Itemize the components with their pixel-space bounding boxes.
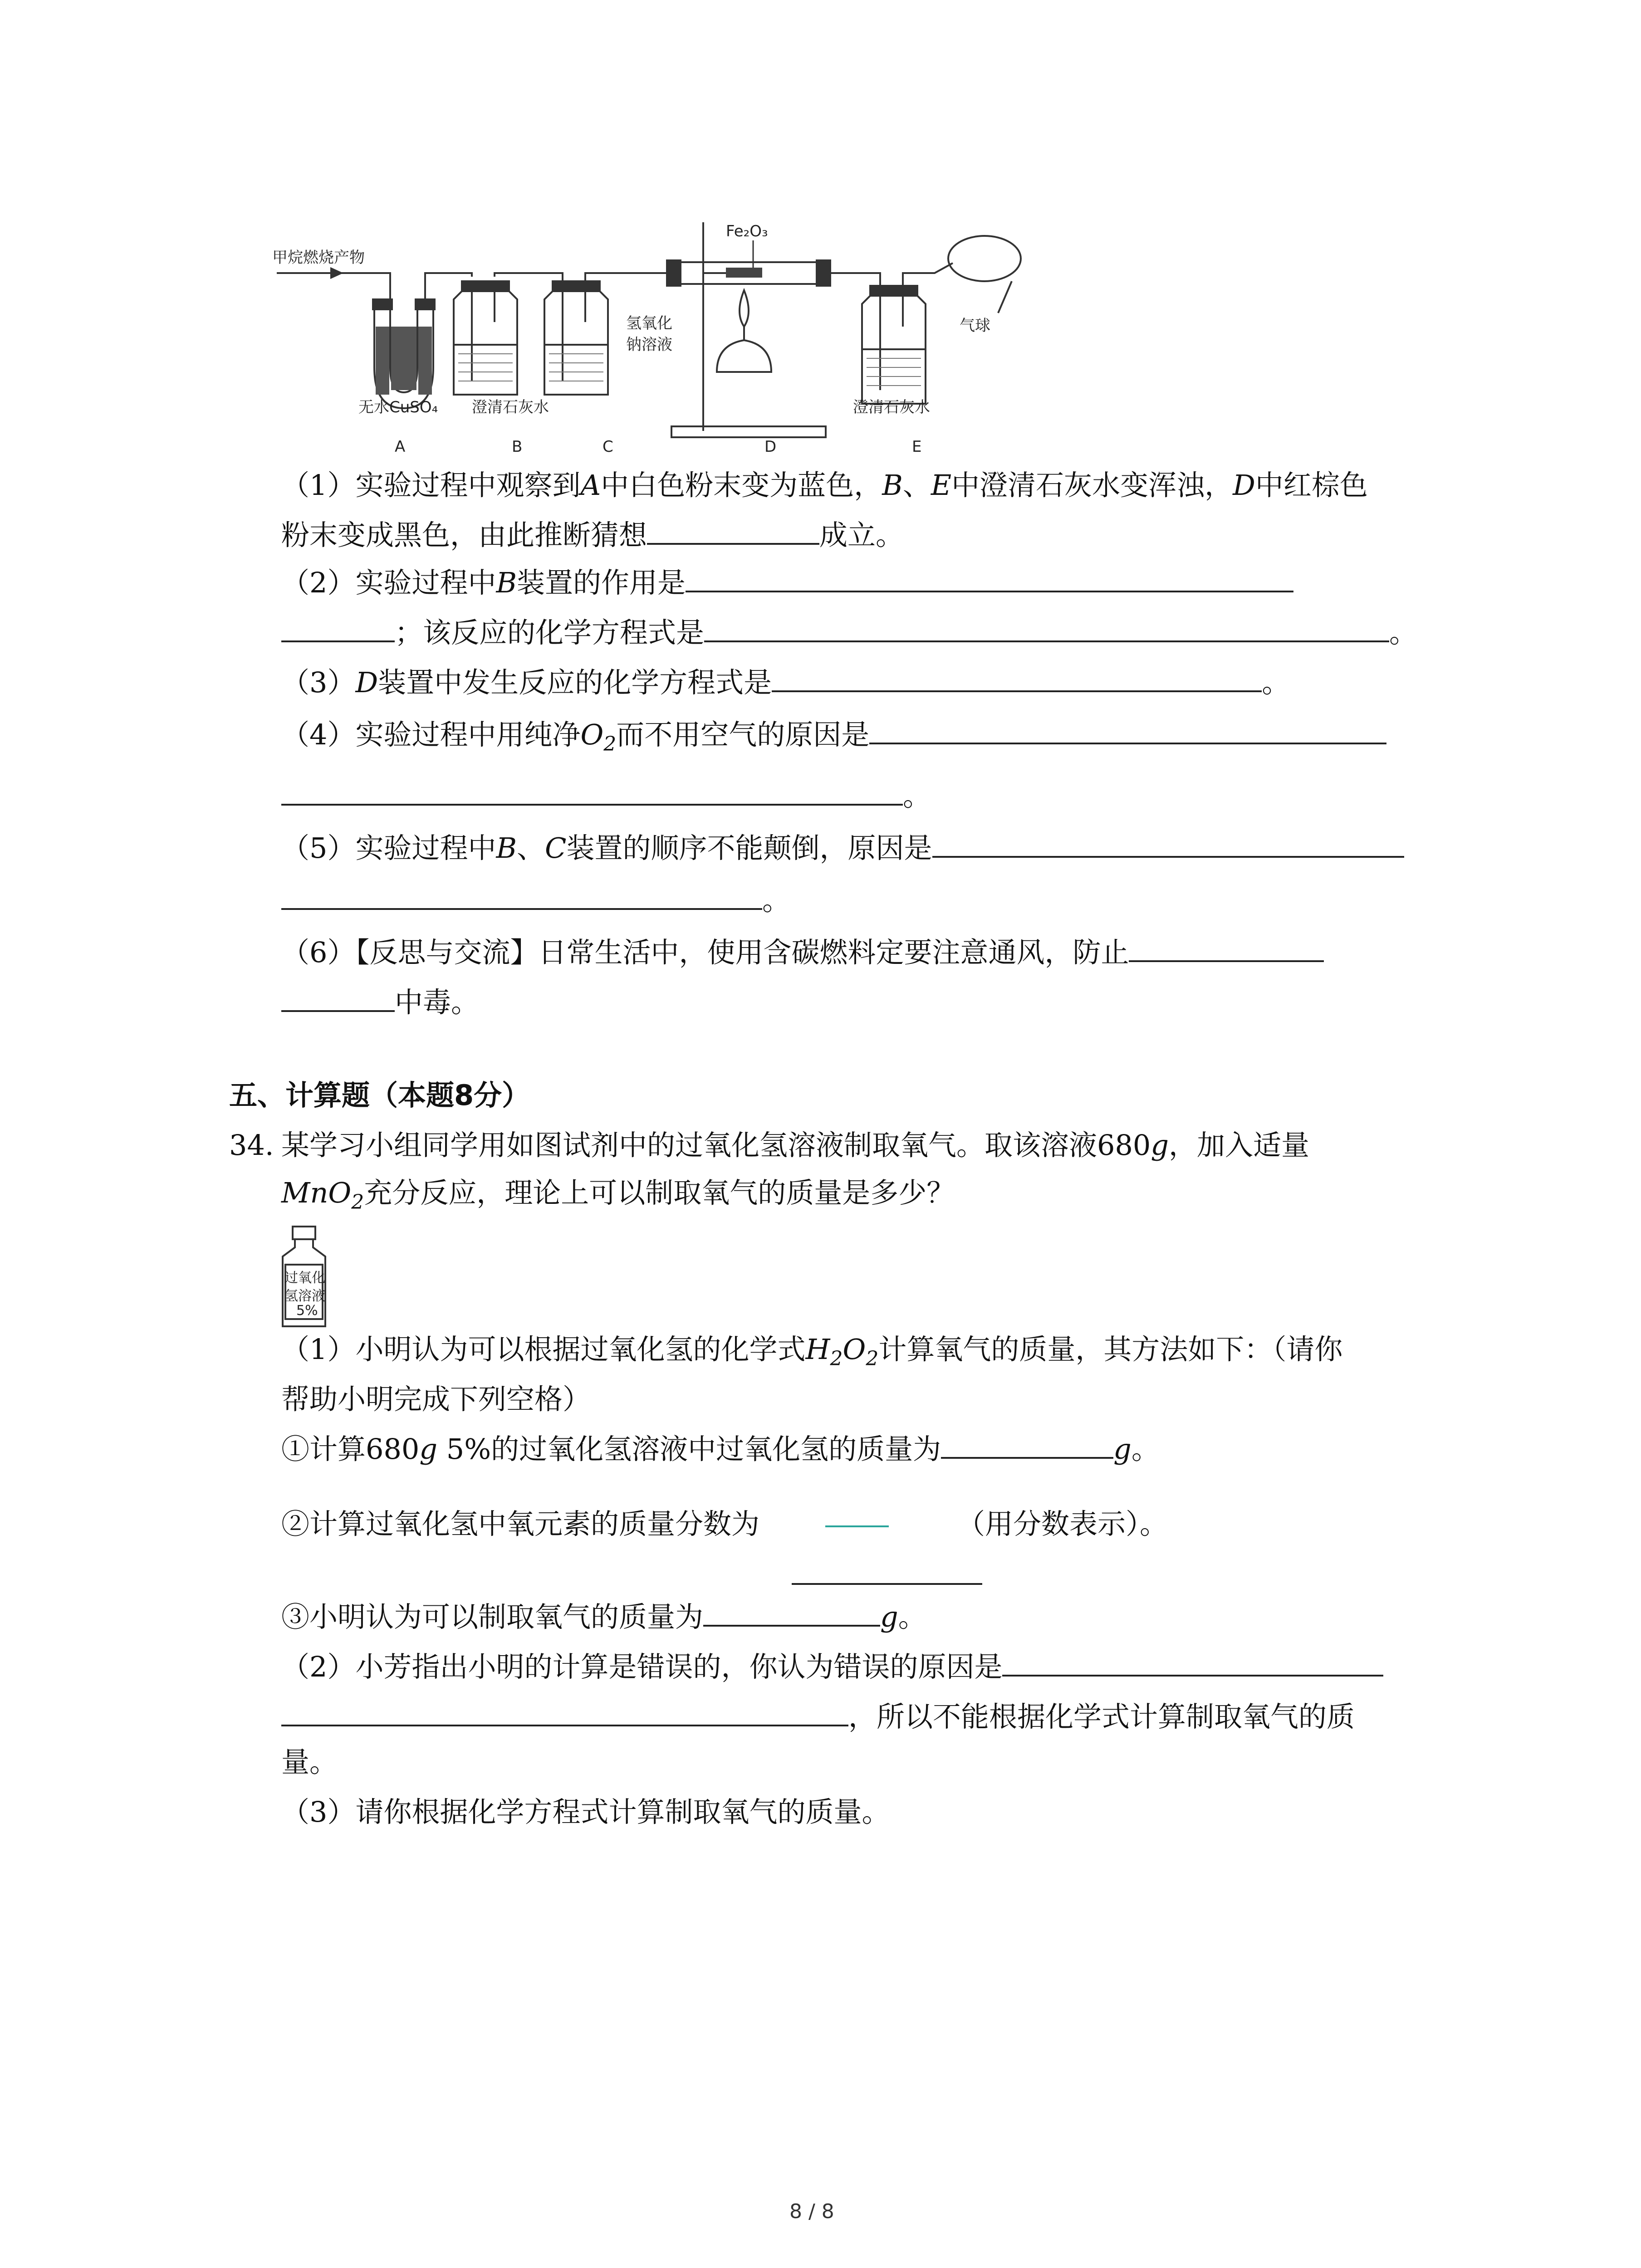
q33-p1-line1: （1）实验过程中观察到A中白色粉末变为蓝色，B、E中澄清石灰水变浑浊，D中红棕色: [281, 469, 1368, 502]
answer-blank-6b[interactable]: [281, 985, 395, 1012]
bottle-c: [544, 281, 608, 395]
a-sub-label: 无水CuSO₄: [358, 398, 438, 416]
flame: [740, 290, 749, 327]
stand-base: [671, 426, 826, 437]
naoh-label-2: 钠溶液: [626, 336, 672, 354]
q34-line1: 34. 某学习小组同学用如图试剂中的过氧化氢溶液制取氧气。取该溶液680g，加入适量: [229, 1127, 1309, 1163]
fraction-bar: [825, 1525, 889, 1527]
letter-c: C: [603, 438, 613, 456]
answer-blank-5a[interactable]: [932, 831, 1404, 858]
answer-blank-1[interactable]: [647, 518, 819, 545]
answer-blank-5b[interactable]: [281, 883, 762, 910]
reagent-bottle: [279, 1225, 329, 1329]
q33-p2-line2: ；该反应的化学方程式是 。: [281, 615, 1417, 651]
answer-blank-2b[interactable]: [281, 615, 395, 642]
answer-blank-s2a[interactable]: [1002, 1649, 1383, 1677]
q34-line2: MnO$_2$充分反应，理论上可以制取氧气的质量是多少？: [281, 1176, 955, 1214]
fe2o3-powder: [726, 268, 762, 278]
q33-p3-line1: （3）D装置中发生反应的化学方程式是 。: [281, 666, 1290, 699]
alcohol-lamp: [717, 340, 771, 372]
q33-p6-line1: （6）【反思与交流】日常生活中，使用含碳燃料定要注意通风，防止: [281, 934, 1324, 971]
q33-p4-line2: 。: [281, 778, 931, 814]
letter-a: A: [395, 438, 406, 456]
q34-number: 34.: [229, 1129, 274, 1162]
b-sub-label: 澄清石灰水: [472, 398, 549, 416]
answer-blank-3[interactable]: [772, 665, 1262, 692]
u-tube-granules: [391, 327, 416, 390]
q34-s2-line2: ，所以不能根据化学式计算制取氧气的质: [281, 1699, 1355, 1735]
q34-s2-line1: （2）小芳指出小明的计算是错误的，你认为错误的原因是: [281, 1649, 1383, 1685]
inlet-label: 甲烷燃烧产物: [272, 249, 365, 267]
letter-e: E: [912, 438, 922, 456]
fe2o3-label: Fe₂O₃: [726, 222, 768, 240]
answer-blank-4b[interactable]: [281, 778, 903, 806]
letter-d: D: [764, 438, 777, 456]
page-number: 8 / 8: [789, 2200, 834, 2223]
q33-p1-line2: 粉末变成黑色，由此推断猜想 成立。: [281, 518, 904, 552]
q33-p6-line2: 中毒。: [281, 984, 479, 1021]
q34-s3: （3）请你根据化学方程式计算制取氧气的质量。: [281, 1795, 890, 1828]
q33-p5-line1: （5）实验过程中B、C装置的顺序不能颠倒，原因是: [281, 830, 1404, 866]
answer-blank-4a[interactable]: [869, 717, 1386, 744]
balloon-label: 气球: [960, 317, 990, 335]
q34-s1-line2: 帮助小明完成下列空格）: [281, 1383, 591, 1416]
q33-p5-line2: 。: [281, 882, 790, 919]
q34-s2-line3: 量。: [281, 1745, 338, 1779]
apparatus-figure: [272, 213, 1043, 467]
inlet-arrowhead: [331, 269, 341, 278]
answer-blank-2c[interactable]: [704, 615, 1389, 642]
q34-c2: ②计算过氧化氢中氧元素的质量分数为 （用分数表示）。: [281, 1507, 1168, 1540]
naoh-label-1: 氢氧化: [626, 314, 672, 332]
answer-blank-c1[interactable]: [941, 1432, 1113, 1459]
e-sub-label: 澄清石灰水: [853, 398, 930, 416]
answer-blank-c2[interactable]: [792, 1583, 982, 1585]
q34-s1-line1: （1）小明认为可以根据过氧化氢的化学式$H_2O_2$计算氧气的质量，其方法如下：（请你: [281, 1333, 1343, 1370]
answer-blank-2a[interactable]: [686, 565, 1293, 592]
section-5-title: 五、计算题（本题8分）: [229, 1079, 530, 1112]
bottle-b: [454, 281, 517, 395]
q33-p4-line1: （4）实验过程中用纯净$O_2$而不用空气的原因是: [281, 717, 1386, 763]
answer-blank-c3[interactable]: [703, 1599, 880, 1627]
q34-c1: ①计算680g 5%的过氧化氢溶液中过氧化氢的质量为 g。: [281, 1432, 1160, 1466]
balloon: [948, 236, 1021, 281]
bottle-label-1: 过氧化: [284, 1270, 325, 1286]
bottle-label-3: 5%: [296, 1303, 318, 1319]
answer-blank-s2b[interactable]: [281, 1699, 848, 1726]
bottle-label-2: 氢溶液: [284, 1288, 325, 1304]
q33-p2-line1: （2）实验过程中B装置的作用是: [281, 565, 1293, 601]
q34-c3: ③小明认为可以制取氧气的质量为 g。: [281, 1600, 926, 1633]
letter-b: B: [512, 438, 523, 456]
answer-blank-6a[interactable]: [1129, 935, 1324, 962]
